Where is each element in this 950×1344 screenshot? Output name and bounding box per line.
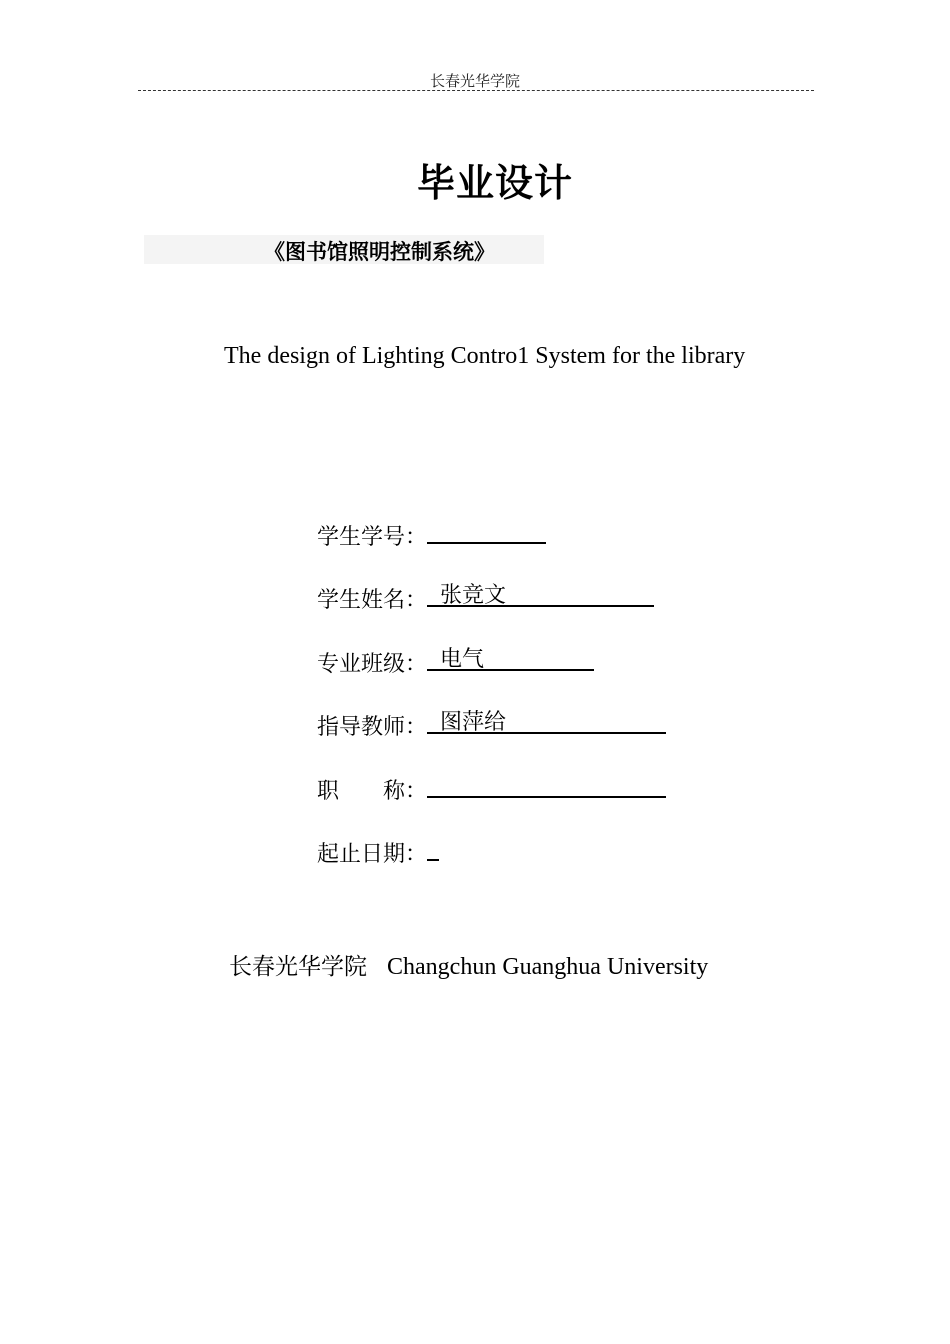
thesis-title-cn: 《图书馆照明控制系统》 <box>264 240 495 264</box>
advisor-value: 图萍给 <box>440 710 507 735</box>
student-id-field <box>427 520 546 544</box>
advisor-field <box>427 710 666 734</box>
page-title: 毕业设计 <box>416 161 573 205</box>
student-name-row <box>317 583 654 613</box>
advisor-label: 指导教师： <box>317 715 428 740</box>
student-name-label: 学生姓名： <box>317 588 428 613</box>
university-footer <box>229 948 708 981</box>
student-id-label: 学生学号： <box>317 525 428 550</box>
university-name-en: Changchun Guanghua University <box>387 954 709 980</box>
student-name-field <box>427 583 654 607</box>
thesis-title-en: The design of Lighting Contro1 System for the library <box>224 343 746 369</box>
professional-title-label: 职 称： <box>317 779 428 804</box>
class-value: 电气 <box>440 647 485 672</box>
class-label: 专业班级： <box>317 652 428 677</box>
university-name-cn: 长春光华学院 <box>229 954 367 980</box>
class-row <box>317 647 594 677</box>
student-name-value: 张竞文 <box>440 583 507 608</box>
title-row <box>317 774 666 804</box>
date-range-field <box>427 837 439 861</box>
class-field <box>427 647 594 671</box>
date-range-label: 起止日期： <box>317 842 428 867</box>
advisor-row <box>317 710 666 740</box>
running-header: 长春光华学院 <box>429 72 520 90</box>
header-divider <box>138 90 814 91</box>
student-id-row <box>317 520 546 550</box>
professional-title-field <box>427 774 666 798</box>
date-range-row <box>317 837 439 867</box>
